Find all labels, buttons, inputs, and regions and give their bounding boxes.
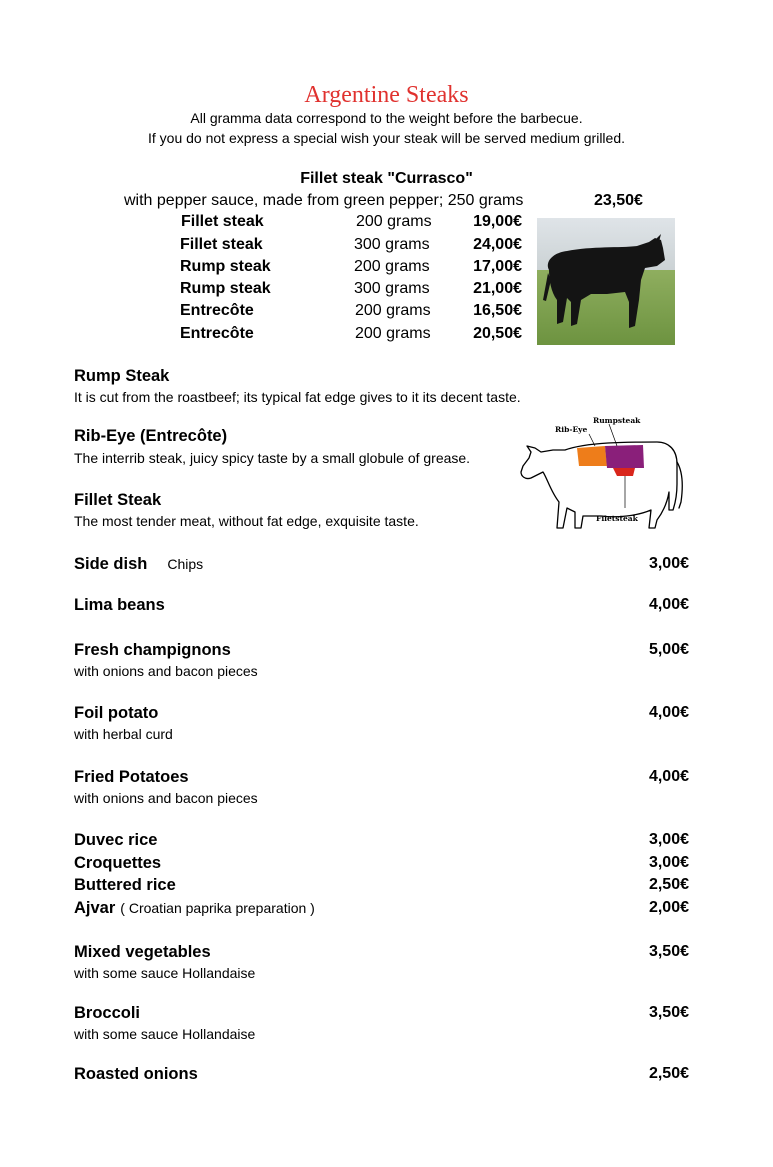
menu-item-extra: Chips: [167, 556, 204, 572]
menu-item-name: Ajvar ( Croatian paprika preparation ): [74, 899, 315, 917]
menu-item-price: 3,00€: [648, 555, 689, 572]
steak-price: 21,00€: [473, 280, 522, 297]
menu-item-price: 4,00€: [648, 596, 689, 613]
cut-name: Rump Steak: [74, 367, 170, 385]
intro-line-2: If you do not express a special wish your steak will be served medium grilled.: [148, 130, 625, 146]
menu-item-name: Roasted onions: [74, 1065, 198, 1083]
steak-name: Fillet steak: [180, 236, 263, 253]
ribeye-region: [577, 446, 607, 466]
steak-weight: 200 grams: [355, 325, 431, 342]
filet-region: [613, 468, 635, 476]
intro-line-1: All gramma data correspond to the weight before the barbecue.: [190, 110, 583, 126]
menu-item-price: 3,00€: [648, 854, 689, 871]
steak-name: Rump steak: [180, 280, 271, 297]
menu-item-name: Duvec rice: [74, 831, 158, 849]
menu-item-price: 3,50€: [648, 943, 689, 960]
steak-name: Entrecôte: [180, 302, 254, 319]
steak-name: Entrecôte: [180, 325, 254, 342]
steak-price: 20,50€: [473, 325, 522, 342]
menu-item-price: 4,00€: [648, 704, 689, 721]
menu-item-price: 2,50€: [648, 876, 689, 893]
menu-item-name: Side dish Chips: [74, 555, 204, 573]
fillet-special-price: 23,50€: [594, 192, 643, 209]
page-title: Argentine Steaks: [304, 82, 469, 108]
steak-price: 19,00€: [473, 213, 522, 230]
steak-price: 17,00€: [473, 258, 522, 275]
menu-item-price: 3,00€: [648, 831, 689, 848]
menu-item-name: Broccoli: [74, 1004, 141, 1022]
bull-photo: [537, 218, 675, 345]
steak-weight: 200 grams: [355, 302, 431, 319]
steak-name: Rump steak: [180, 258, 271, 275]
menu-item-desc: with some sauce Hollandaise: [74, 965, 256, 981]
cut-desc: The interrib steak, juicy spicy taste by a small globule of grease.: [74, 450, 471, 466]
menu-item-desc: with onions and bacon pieces: [74, 663, 258, 679]
diagram-label-ribeye: Rib-Eye: [555, 425, 588, 434]
cut-desc: The most tender meat, without fat edge, exquisite taste.: [74, 513, 419, 529]
menu-item-desc: with onions and bacon pieces: [74, 790, 258, 806]
menu-item-name: Fried Potatoes: [74, 768, 189, 786]
menu-item-desc: with herbal curd: [74, 726, 173, 742]
menu-item-price: 2,00€: [648, 899, 689, 916]
cut-name: Rib-Eye (Entrecôte): [74, 427, 228, 445]
fillet-special-desc: with pepper sauce, made from green pepper; 250 grams: [124, 192, 524, 209]
menu-item-desc: with some sauce Hollandaise: [74, 1026, 256, 1042]
steak-name: Fillet steak: [181, 213, 264, 230]
menu-item-name: Buttered rice: [74, 876, 176, 894]
steak-price: 24,00€: [473, 236, 522, 253]
menu-item-name: Fresh champignons: [74, 641, 231, 659]
steak-weight: 300 grams: [354, 236, 430, 253]
cut-name: Fillet Steak: [74, 491, 162, 509]
menu-item-price: 3,50€: [648, 1004, 689, 1021]
menu-item-extra: ( Croatian paprika preparation ): [120, 900, 315, 916]
fillet-special-title: Fillet steak "Currasco": [300, 170, 473, 187]
diagram-label-filet: Filetsteak: [596, 514, 638, 523]
beef-cuts-diagram: [517, 412, 685, 540]
cut-desc: It is cut from the roastbeef; its typical fat edge gives to it its decent taste.: [74, 389, 521, 405]
steak-weight: 200 grams: [354, 258, 430, 275]
menu-item-name: Lima beans: [74, 596, 165, 614]
menu-item-name: Croquettes: [74, 854, 162, 872]
steak-weight: 300 grams: [354, 280, 430, 297]
steak-weight: 200 grams: [356, 213, 432, 230]
steak-price: 16,50€: [473, 302, 522, 319]
menu-item-price: 2,50€: [648, 1065, 689, 1082]
rump-region: [605, 445, 644, 468]
menu-item-price: 4,00€: [648, 768, 689, 785]
menu-item-name: Mixed vegetables: [74, 943, 211, 961]
diagram-label-rump: Rumpsteak: [593, 416, 641, 425]
menu-item-name: Foil potato: [74, 704, 159, 722]
menu-item-price: 5,00€: [648, 641, 689, 658]
